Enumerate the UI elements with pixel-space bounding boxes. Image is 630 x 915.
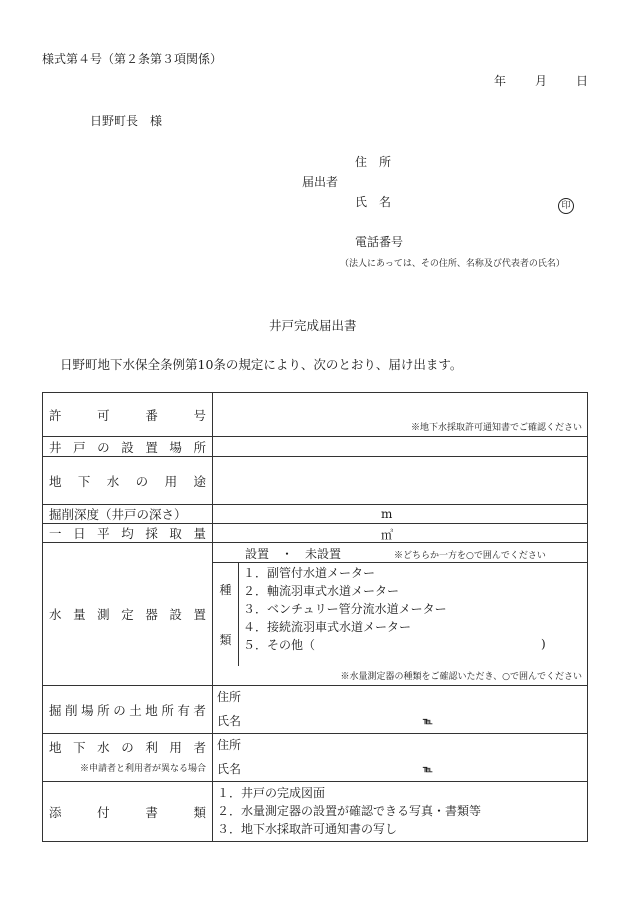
volume-label-char: 日 — [73, 526, 86, 541]
permit-label-char: 許 — [49, 407, 62, 423]
permit-note: ※地下水採取許可通知書でご確認ください — [410, 423, 582, 433]
meter-label-char: 量 — [73, 607, 86, 622]
meter-type-note: ※水量測定器の種類をご確認いただき、○で囲んでください — [340, 672, 582, 682]
location-label-char: 場 — [169, 439, 182, 455]
row-permit-number — [43, 393, 588, 437]
well-location-label — [43, 437, 213, 457]
permit-label-char: 番 — [145, 407, 158, 423]
volume-label-char: 量 — [193, 526, 206, 541]
owner-name-field[interactable]: 氏名 ℡ — [213, 710, 587, 732]
use-label-char: の — [135, 473, 149, 489]
addressee: 日野町長 様 — [90, 114, 163, 128]
user-tel-icon: ℡ — [423, 765, 433, 775]
location-label-char: 所 — [193, 439, 206, 455]
land-owner-cell — [213, 686, 588, 734]
row-attachments — [43, 782, 588, 842]
drilling-depth-label: 掘削深度（井戸の深さ） — [43, 505, 213, 524]
row-drilling-depth — [43, 505, 588, 524]
meter-label-char: 器 — [145, 607, 158, 622]
meter-label-char: 設 — [169, 607, 182, 622]
groundwater-use-field[interactable] — [213, 457, 588, 505]
seal-icon: 印 — [558, 193, 574, 214]
volume-label-char: 一 — [49, 526, 62, 541]
owner-label-char: 所 — [161, 702, 174, 718]
reporter-label: 届出者 — [302, 175, 339, 189]
meter-status-note: ※どちらか一方を○で囲んでください — [394, 551, 546, 561]
owner-label-char: 地 — [145, 702, 158, 718]
use-label-char: 用 — [164, 473, 178, 489]
depth-unit: m — [381, 507, 393, 521]
attach-label-char: 書 — [145, 804, 158, 820]
meter-type-5[interactable]: ５．その他（ — [243, 638, 316, 652]
user-label-char: 用 — [169, 740, 182, 755]
groundwater-user-label — [43, 734, 213, 782]
user-label-char: の — [121, 740, 134, 755]
owner-tel-icon: ℡ — [423, 717, 433, 727]
meter-types-block — [213, 563, 587, 666]
meter-label-char: 水 — [49, 607, 62, 622]
land-owner-label — [43, 686, 213, 734]
user-label-char: 水 — [97, 740, 110, 755]
meter-status-line — [213, 543, 587, 563]
row-groundwater-user — [43, 734, 588, 782]
kind-label-top: 種 — [219, 583, 232, 597]
owner-address-field[interactable]: 住所 — [217, 690, 242, 704]
well-location-field[interactable] — [213, 437, 588, 457]
location-label-char: 井 — [49, 439, 62, 455]
user-address-field[interactable]: 住所 — [217, 738, 242, 752]
owner-label-char: 場 — [81, 702, 94, 718]
daily-volume-label — [43, 524, 213, 543]
owner-label-char: 有 — [177, 702, 190, 718]
meter-installation-label — [43, 543, 213, 686]
user-name-field[interactable]: 氏名 ℡ — [213, 758, 587, 780]
user-note: ※申請者と利用者が異なる場合 — [79, 764, 206, 774]
location-label-char: 置 — [145, 439, 158, 455]
meter-label-char: 測 — [97, 607, 110, 622]
row-groundwater-use — [43, 457, 588, 505]
form-number: 様式第４号（第２条第３項関係） — [42, 52, 223, 66]
row-land-owner — [43, 686, 588, 734]
owner-label-char: 者 — [193, 702, 206, 718]
owner-label-char: 削 — [65, 702, 78, 718]
name-label: 氏 名 — [355, 195, 392, 209]
user-label-char: 利 — [145, 740, 158, 755]
document-title: 井戸完成届出書 — [269, 318, 357, 333]
meter-type-3[interactable]: ３．ベンチュリー管分流水道メーター — [243, 602, 447, 616]
volume-label-char: 平 — [97, 526, 110, 541]
form-table — [42, 392, 588, 842]
meter-installation-cell — [213, 543, 588, 686]
date-day-label: 日 — [576, 74, 589, 88]
volume-label-char: 均 — [121, 526, 134, 541]
meter-type-list — [239, 563, 587, 666]
permit-label-char: 可 — [97, 407, 110, 423]
use-label-char: 地 — [49, 473, 62, 489]
phone-label: 電話番号 — [355, 235, 404, 249]
use-label-char: 下 — [77, 473, 91, 489]
date-month-label: 月 — [535, 74, 548, 88]
permit-number-field[interactable] — [213, 393, 588, 437]
attach-label-char: 添 — [49, 804, 62, 820]
address-label: 住 所 — [355, 155, 392, 169]
kind-label-bottom: 類 — [219, 633, 232, 647]
attach-label-char: 付 — [97, 804, 110, 820]
intro-text: 日野町地下水保全条例第10条の規定により、次のとおり、届け出ます。 — [60, 357, 463, 372]
meter-label-char: 定 — [121, 607, 134, 622]
row-well-location — [43, 437, 588, 457]
attachment-2: ２．水量測定器の設置が確認できる写真・書類等 — [217, 804, 482, 818]
owner-label-char: 土 — [129, 702, 142, 718]
location-label-char: の — [97, 439, 110, 455]
user-label-char: 地 — [49, 740, 62, 755]
location-label-char: 戸 — [73, 439, 86, 455]
permit-number-label — [43, 393, 213, 437]
attachments-label — [43, 782, 213, 842]
meter-type-4[interactable]: ４．接続流羽車式水道メーター — [243, 620, 412, 634]
kind-label — [213, 563, 239, 666]
attach-label-char: 類 — [193, 804, 206, 820]
owner-label-char: 掘 — [49, 702, 62, 718]
owner-label-char: 所 — [97, 702, 110, 718]
meter-type-1[interactable]: １．副管付水道メーター — [243, 566, 376, 580]
use-label-char: 途 — [193, 473, 206, 489]
volume-label-char: 採 — [145, 526, 158, 541]
meter-label-char: 置 — [193, 607, 206, 622]
permit-label-char: 号 — [193, 407, 206, 423]
volume-unit: ㎥ — [381, 528, 394, 542]
attachments-cell — [213, 782, 588, 842]
owner-label-char: の — [113, 702, 126, 718]
drilling-depth-field[interactable] — [213, 505, 588, 524]
row-daily-volume — [43, 524, 588, 543]
use-label-char: 水 — [106, 473, 120, 489]
daily-volume-field[interactable] — [213, 524, 588, 543]
meter-status-choice[interactable]: 設置 ・ 未設置 — [245, 547, 342, 561]
user-label-char: 下 — [73, 740, 86, 755]
date-year-label: 年 — [494, 74, 507, 88]
row-meter-installation — [43, 543, 588, 686]
groundwater-user-cell — [213, 734, 588, 782]
groundwater-use-label — [43, 457, 213, 505]
volume-label-char: 取 — [169, 526, 182, 541]
other-close-paren: ) — [541, 637, 546, 651]
attachment-3: ３．地下水採取許可通知書の写し — [217, 822, 398, 836]
user-label-char: 者 — [193, 740, 206, 755]
location-label-char: 設 — [121, 439, 134, 455]
meter-type-2[interactable]: ２．軸流羽車式水道メーター — [243, 584, 400, 598]
attachment-1: １．井戸の完成図面 — [217, 786, 326, 800]
corporation-note: （法人にあっては、その住所、名称及び代表者の氏名） — [340, 259, 565, 269]
